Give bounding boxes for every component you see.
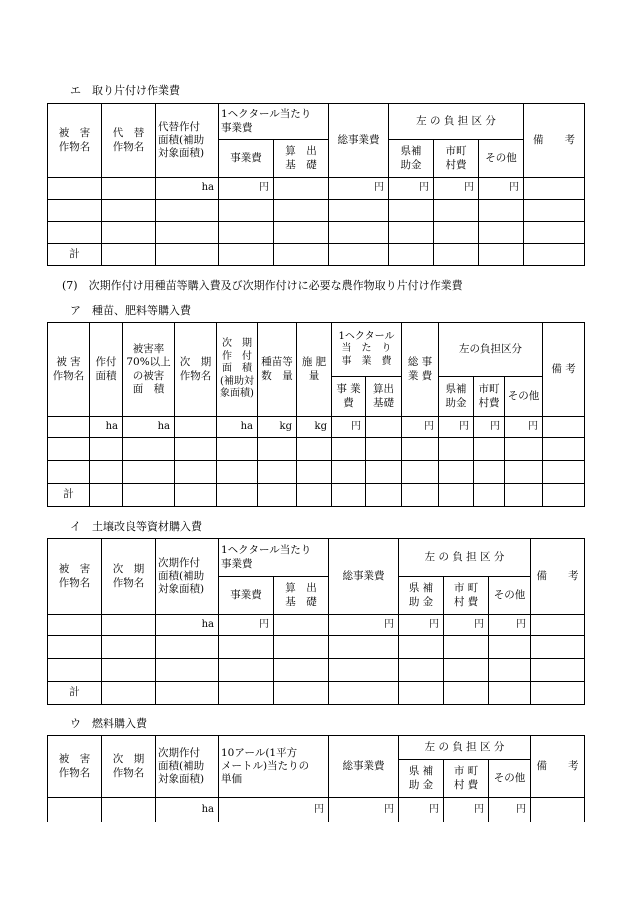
header-other: その他: [479, 140, 524, 178]
header-basis: 算 出 基 礎: [274, 577, 329, 615]
header-per-ha: 1ヘクタール当たり 事業費: [219, 104, 329, 140]
header-remarks: 備 考: [524, 104, 585, 178]
header-area: 次期作付 面積(補助 対象面積): [156, 539, 219, 615]
header-next-area: 次 期 作 付 面 積 (補助対 象面積): [217, 323, 258, 417]
unit-cell: 円: [489, 615, 531, 636]
header-next-crop: 次 期 作物名: [175, 323, 217, 417]
header-area: 次期作付 面積(補助 対象面積): [156, 736, 219, 798]
unit-cell: 円: [444, 615, 489, 636]
unit-cell: 円: [439, 417, 474, 438]
table-row: [48, 222, 585, 244]
table-row: [48, 659, 585, 682]
unit-cell: 円: [329, 615, 399, 636]
total-row: [48, 484, 585, 507]
unit-cell: ha: [156, 798, 219, 822]
table-a: [47, 322, 585, 507]
total-label: 計: [48, 244, 102, 266]
header-damage: 被害率 70%以上 の被害 面 積: [123, 323, 175, 417]
header-city: 市 町 村 費: [444, 577, 489, 615]
header-crop: 被 害 作物名: [48, 104, 102, 178]
unit-cell: kg: [258, 417, 297, 438]
unit-cell: 円: [474, 417, 505, 438]
unit-cell: 円: [402, 417, 439, 438]
header-per-ha: 1ヘクタール当たり 事業費: [219, 539, 329, 577]
header-cost: 事業費: [219, 577, 274, 615]
header-pref: 県 補 助 金: [399, 760, 444, 798]
unit-cell: 円: [399, 798, 444, 822]
table-i: [47, 538, 585, 705]
header-burden: 左の負担区分: [439, 323, 543, 377]
unit-cell: kg: [297, 417, 332, 438]
unit-cell: 円: [399, 615, 444, 636]
section7-title: (7) 次期作付け用種苗等購入費及び次期作付けに必要な農作物取り片付け作業費: [62, 279, 463, 292]
header-crop: 被 害 作物名: [48, 539, 102, 615]
header-other: その他: [489, 760, 531, 798]
header-total: 総事業費: [329, 104, 389, 178]
header-basis: 算 出 基 礎: [274, 140, 329, 178]
header-city: 市町 村費: [474, 377, 505, 417]
header-burden: 左 の 負 担 区 分: [399, 539, 531, 577]
unit-cell: 円: [219, 798, 329, 822]
unit-cell: 円: [329, 178, 389, 200]
header-alt-crop: 代 替 作物名: [102, 104, 156, 178]
header-total: 総事業費: [329, 539, 399, 615]
unit-cell: 円: [489, 798, 531, 822]
header-crop: 被 害 作物名: [48, 736, 102, 798]
unit-cell: 円: [332, 417, 366, 438]
header-other: その他: [505, 377, 543, 417]
header-planted: 作付 面積: [90, 323, 123, 417]
unit-cell: ha: [217, 417, 258, 438]
header-next-crop: 次 期 作物名: [102, 539, 156, 615]
section-u-title: ウ 燃料購入費: [70, 717, 147, 730]
unit-cell: 円: [505, 417, 543, 438]
table-u: [47, 735, 585, 822]
unit-cell: ha: [156, 178, 219, 200]
header-seed: 種苗等 数 量: [258, 323, 297, 417]
header-per-ha: 1ヘクタール 当 た り 事 業 費: [332, 323, 402, 377]
total-row: [48, 682, 585, 705]
header-other: その他: [489, 577, 531, 615]
header-basis: 算出 基礎: [366, 377, 402, 417]
unit-cell: ha: [123, 417, 175, 438]
table-row: [48, 461, 585, 484]
unit-cell: ha: [90, 417, 123, 438]
unit-cell: 円: [434, 178, 479, 200]
header-area: 代替作付 面積(補助 対象面積): [156, 104, 219, 178]
unit-cell: 円: [479, 178, 524, 200]
header-remarks: 備 考: [531, 539, 585, 615]
header-crop: 被 害 作物名: [48, 323, 90, 417]
total-label: 計: [48, 682, 102, 705]
section-a-title: ア 種苗、肥料等購入費: [70, 304, 191, 317]
header-pref: 県 補 助 金: [399, 577, 444, 615]
header-fert: 施 肥 量: [297, 323, 332, 417]
header-cost: 事業費: [219, 140, 274, 178]
header-city: 市 町 村 費: [444, 760, 489, 798]
table-row: [48, 200, 585, 222]
total-label: 計: [48, 484, 90, 507]
header-cost: 事 業 費: [332, 377, 366, 417]
section-e-title: エ 取り片付け作業費: [70, 84, 180, 97]
table-row: [48, 636, 585, 659]
header-unit-price: 10アール(1平方 メートル)当たりの 単価: [219, 736, 329, 798]
unit-cell: 円: [329, 798, 399, 822]
header-total: 総 事 業 費: [402, 323, 439, 417]
unit-cell: 円: [219, 615, 274, 636]
unit-cell: 円: [219, 178, 274, 200]
section-i-title: イ 土壌改良等資材購入費: [70, 520, 202, 533]
unit-cell: 円: [444, 798, 489, 822]
total-row: [48, 244, 585, 266]
header-burden: 左 の 負 担 区 分: [389, 104, 524, 140]
unit-cell: 円: [389, 178, 434, 200]
table-row: [48, 438, 585, 461]
header-burden: 左 の 負 担 区 分: [399, 736, 531, 760]
header-next-crop: 次 期 作物名: [102, 736, 156, 798]
header-total: 総事業費: [329, 736, 399, 798]
header-city: 市町 村費: [434, 140, 479, 178]
unit-cell: ha: [156, 615, 219, 636]
header-pref: 県補 助金: [439, 377, 474, 417]
table-e: [47, 103, 585, 266]
header-pref: 県補 助金: [389, 140, 434, 178]
header-remarks: 備 考: [543, 323, 585, 417]
header-remarks: 備 考: [531, 736, 585, 798]
